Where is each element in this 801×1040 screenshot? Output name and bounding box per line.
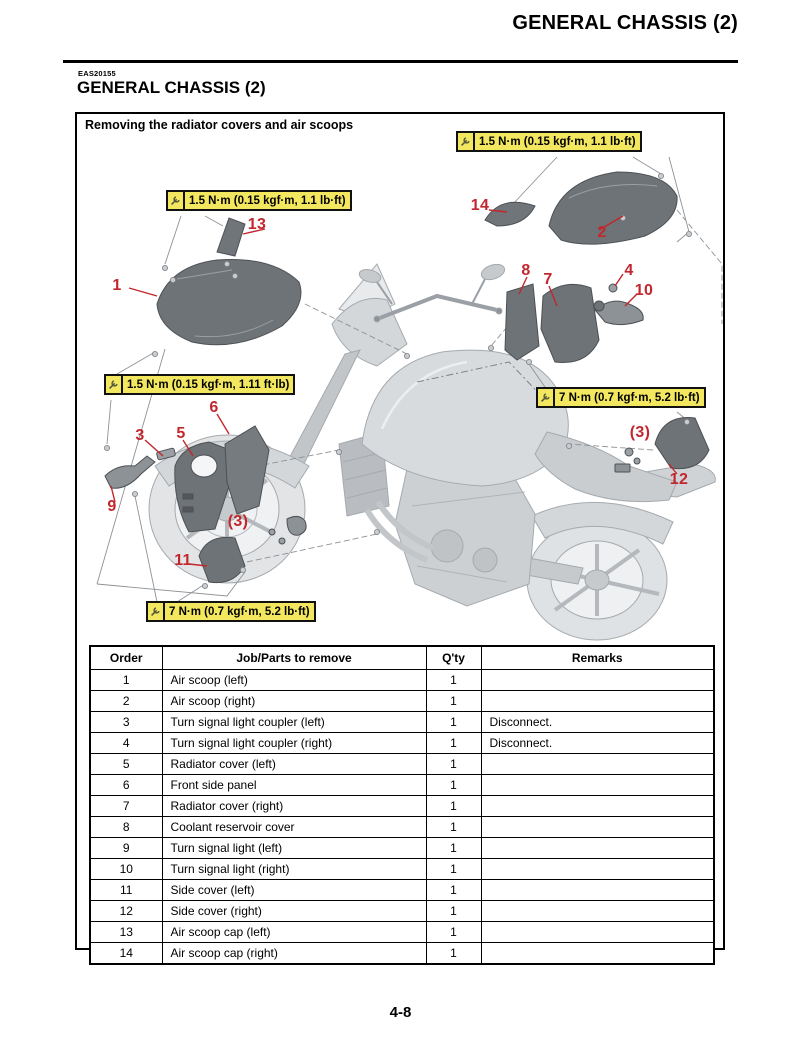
order-cell: 1 xyxy=(90,670,162,691)
torque-value: 1.5 N·m (0.15 kgf·m, 1.1 lb·ft) xyxy=(479,135,636,148)
callout-qty3-left: (3) xyxy=(227,513,249,530)
table-header-row xyxy=(90,646,714,670)
table-row xyxy=(90,922,714,943)
header-order: Order xyxy=(90,646,162,670)
parts-cell: Side cover (right) xyxy=(162,901,426,922)
order-cell: 9 xyxy=(90,838,162,859)
order-cell: 10 xyxy=(90,859,162,880)
figure-box xyxy=(75,112,725,960)
callout-12: 12 xyxy=(669,471,689,488)
remarks-cell xyxy=(481,817,714,838)
qty-cell: 1 xyxy=(426,817,481,838)
order-cell: 14 xyxy=(90,943,162,965)
table-row xyxy=(90,859,714,880)
torque-label-radiator-cover-left xyxy=(104,374,295,395)
order-cell: 13 xyxy=(90,922,162,943)
parts-cell: Turn signal light coupler (left) xyxy=(162,712,426,733)
parts-cell: Radiator cover (left) xyxy=(162,754,426,775)
torque-wrench-icon xyxy=(148,603,165,620)
parts-cell: Air scoop cap (right) xyxy=(162,943,426,965)
remarks-cell xyxy=(481,901,714,922)
page-number: 4-8 xyxy=(389,1004,412,1021)
order-cell: 5 xyxy=(90,754,162,775)
remarks-cell: Disconnect. xyxy=(481,733,714,754)
callout-1: 1 xyxy=(112,277,122,294)
parts-cell: Turn signal light coupler (right) xyxy=(162,733,426,754)
parts-cell: Radiator cover (right) xyxy=(162,796,426,817)
callout-9: 9 xyxy=(107,498,117,515)
figure-caption: Removing the radiator covers and air scoops xyxy=(85,118,354,132)
table-row xyxy=(90,754,714,775)
header-rule xyxy=(63,60,738,63)
table-row xyxy=(90,943,714,965)
remarks-cell xyxy=(481,838,714,859)
callout-6: 6 xyxy=(209,399,219,416)
table-row xyxy=(90,901,714,922)
table-row xyxy=(90,691,714,712)
callout-7: 7 xyxy=(543,271,553,288)
table-row xyxy=(90,712,714,733)
table-row xyxy=(90,775,714,796)
header-qty: Q'ty xyxy=(426,646,481,670)
parts-cell: Turn signal light (left) xyxy=(162,838,426,859)
callout-qty3-right: (3) xyxy=(629,424,651,441)
qty-cell: 1 xyxy=(426,775,481,796)
qty-cell: 1 xyxy=(426,670,481,691)
callout-8: 8 xyxy=(521,262,531,279)
torque-wrench-icon xyxy=(458,133,475,150)
callout-3: 3 xyxy=(135,427,145,444)
order-cell: 11 xyxy=(90,880,162,901)
torque-value: 1.5 N·m (0.15 kgf·m, 1.11 ft·lb) xyxy=(127,378,290,391)
torque-wrench-icon xyxy=(168,192,185,209)
section-code: EAS20155 xyxy=(78,69,116,78)
order-cell: 12 xyxy=(90,901,162,922)
torque-label-side-cover-right xyxy=(536,387,706,408)
remarks-cell xyxy=(481,859,714,880)
order-cell: 6 xyxy=(90,775,162,796)
callout-13: 13 xyxy=(247,216,267,233)
parts-cell: Air scoop cap (left) xyxy=(162,922,426,943)
qty-cell: 1 xyxy=(426,838,481,859)
qty-cell: 1 xyxy=(426,859,481,880)
parts-cell: Turn signal light (right) xyxy=(162,859,426,880)
torque-value: 7 N·m (0.7 kgf·m, 5.2 lb·ft) xyxy=(169,605,310,618)
order-cell: 7 xyxy=(90,796,162,817)
torque-value: 7 N·m (0.7 kgf·m, 5.2 lb·ft) xyxy=(559,391,700,404)
remarks-cell: Disconnect. xyxy=(481,712,714,733)
table-row xyxy=(90,670,714,691)
remarks-cell xyxy=(481,880,714,901)
remarks-cell xyxy=(481,691,714,712)
header-parts: Job/Parts to remove xyxy=(162,646,426,670)
torque-label-side-cover-left xyxy=(146,601,316,622)
callout-4: 4 xyxy=(624,262,634,279)
qty-cell: 1 xyxy=(426,922,481,943)
remarks-cell xyxy=(481,754,714,775)
remarks-cell xyxy=(481,796,714,817)
callout-2: 2 xyxy=(597,224,607,241)
parts-cell: Coolant reservoir cover xyxy=(162,817,426,838)
remarks-cell xyxy=(481,775,714,796)
running-header: GENERAL CHASSIS (2) xyxy=(512,12,738,34)
remarks-cell xyxy=(481,922,714,943)
qty-cell: 1 xyxy=(426,754,481,775)
qty-cell: 1 xyxy=(426,733,481,754)
order-cell: 3 xyxy=(90,712,162,733)
qty-cell: 1 xyxy=(426,880,481,901)
parts-table-body xyxy=(90,670,714,965)
table-row xyxy=(90,838,714,859)
torque-wrench-icon xyxy=(106,376,123,393)
qty-cell: 1 xyxy=(426,712,481,733)
qty-cell: 1 xyxy=(426,691,481,712)
order-cell: 8 xyxy=(90,817,162,838)
parts-table xyxy=(89,645,715,965)
torque-label-air-scoop-left xyxy=(166,190,352,211)
remarks-cell xyxy=(481,670,714,691)
table-row xyxy=(90,817,714,838)
parts-cell: Air scoop (right) xyxy=(162,691,426,712)
qty-cell: 1 xyxy=(426,943,481,965)
callout-11: 11 xyxy=(174,552,192,569)
qty-cell: 1 xyxy=(426,901,481,922)
callout-10: 10 xyxy=(634,282,654,299)
callout-5: 5 xyxy=(176,425,186,442)
torque-value: 1.5 N·m (0.15 kgf·m, 1.1 lb·ft) xyxy=(189,194,346,207)
remarks-cell xyxy=(481,943,714,965)
parts-cell: Side cover (left) xyxy=(162,880,426,901)
callout-14: 14 xyxy=(470,197,490,214)
torque-wrench-icon xyxy=(538,389,555,406)
table-row xyxy=(90,880,714,901)
order-cell: 4 xyxy=(90,733,162,754)
qty-cell: 1 xyxy=(426,796,481,817)
torque-label-air-scoop-right xyxy=(456,131,642,152)
parts-cell: Air scoop (left) xyxy=(162,670,426,691)
section-title: GENERAL CHASSIS (2) xyxy=(77,78,266,97)
header-remarks: Remarks xyxy=(481,646,714,670)
table-row xyxy=(90,733,714,754)
order-cell: 2 xyxy=(90,691,162,712)
table-row xyxy=(90,796,714,817)
parts-cell: Front side panel xyxy=(162,775,426,796)
